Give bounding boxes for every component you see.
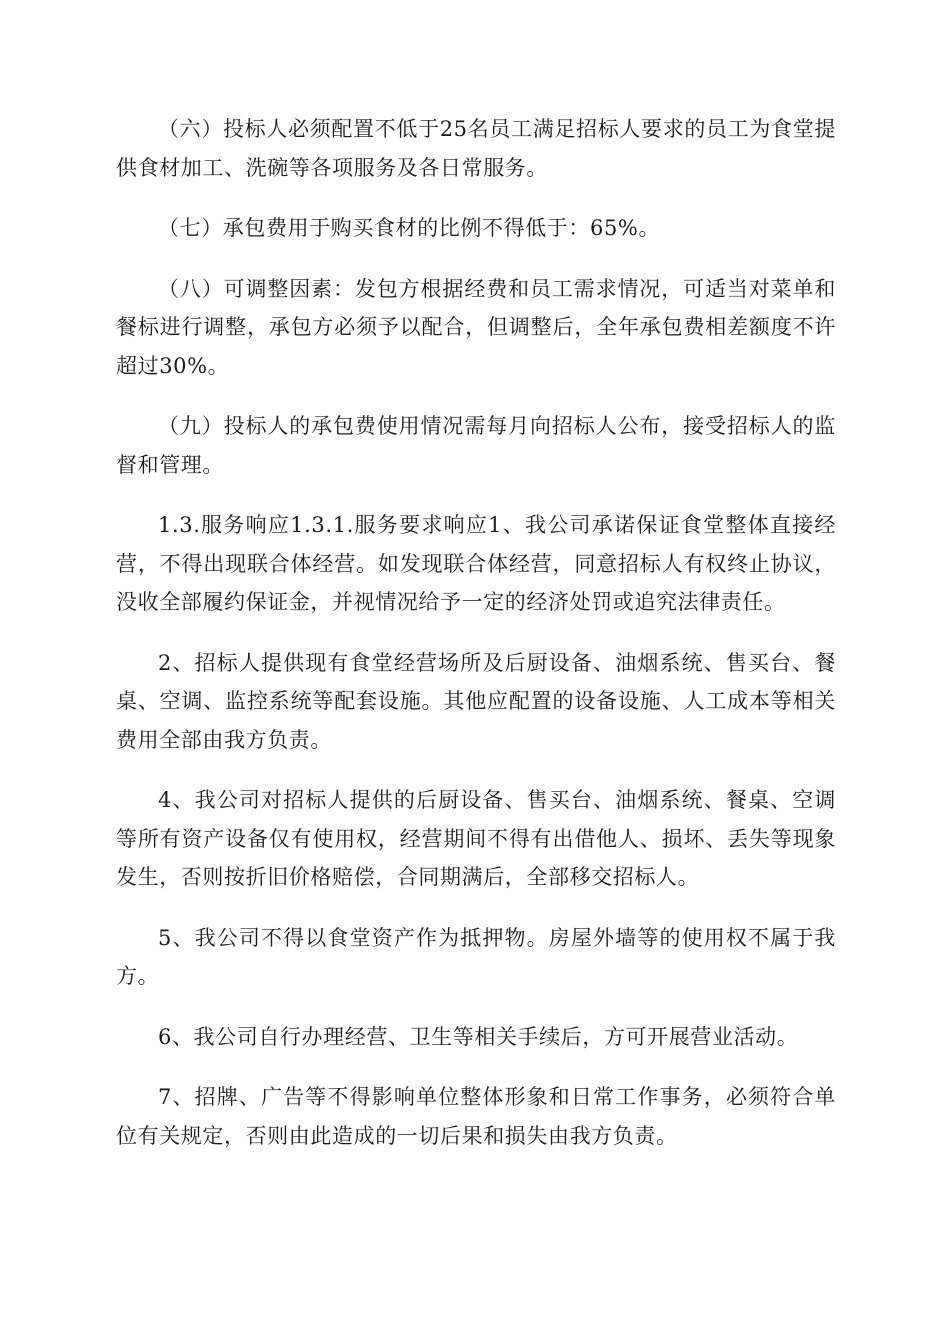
paragraph-service-response: 1.3.服务响应1.3.1.服务要求响应1、我公司承诺保证食堂整体直接经营，不得出现联合体经营。如发现联合体经营，同意招标人有权终止协议，没收全部履约保证金，并视情况给予一定的经济处罚或追究法律责任。 — [116, 513, 836, 614]
paragraph-signage: 7、招牌、广告等不得影响单位整体形象和日常工作事务，必须符合单位有关规定，否则由此造成的一切后果和损失由我方负责。 — [116, 1085, 836, 1148]
document-page — [116, 110, 836, 1177]
paragraph-food-ratio: （七）承包费用于购买食材的比例不得低于：65%。 — [158, 216, 661, 240]
paragraph-staffing: （六）投标人必须配置不低于25名员工满足招标人要求的员工为食堂提供食材加工、洗碗等各项服务及各日常服务。 — [116, 117, 836, 180]
paragraph-adjustment-factors: （八）可调整因素：发包方根据经费和员工需求情况，可适当对菜单和餐标进行调整，承包方必须予以配合，但调整后，全年承包费相差额度不许超过30%。 — [116, 276, 836, 378]
paragraph-facilities: 2、招标人提供现有食堂经营场所及后厨设备、油烟系统、售买台、餐桌、空调、监控系统等配套设施。其他应配置的设备设施、人工成本等相关费用全部由我方负责。 — [116, 650, 836, 752]
paragraph-asset-usage: 4、我公司对招标人提供的后厨设备、售买台、油烟系统、餐桌、空调等所有资产设备仅有使用权，经营期间不得有出借他人、损坏、丢失等现象发生，否则按折旧价格赔偿，合同期满后，全部移交招标人。 — [116, 788, 836, 889]
paragraph-no-collateral: 5、我公司不得以食堂资产作为抵押物。房屋外墙等的使用权不属于我方。 — [116, 925, 836, 988]
paragraph-fee-disclosure: （九）投标人的承包费使用情况需每月向招标人公布，接受招标人的监督和管理。 — [116, 414, 836, 477]
paragraph-permits: 6、我公司自行办理经营、卫生等相关手续后，方可开展营业活动。 — [158, 1024, 799, 1049]
